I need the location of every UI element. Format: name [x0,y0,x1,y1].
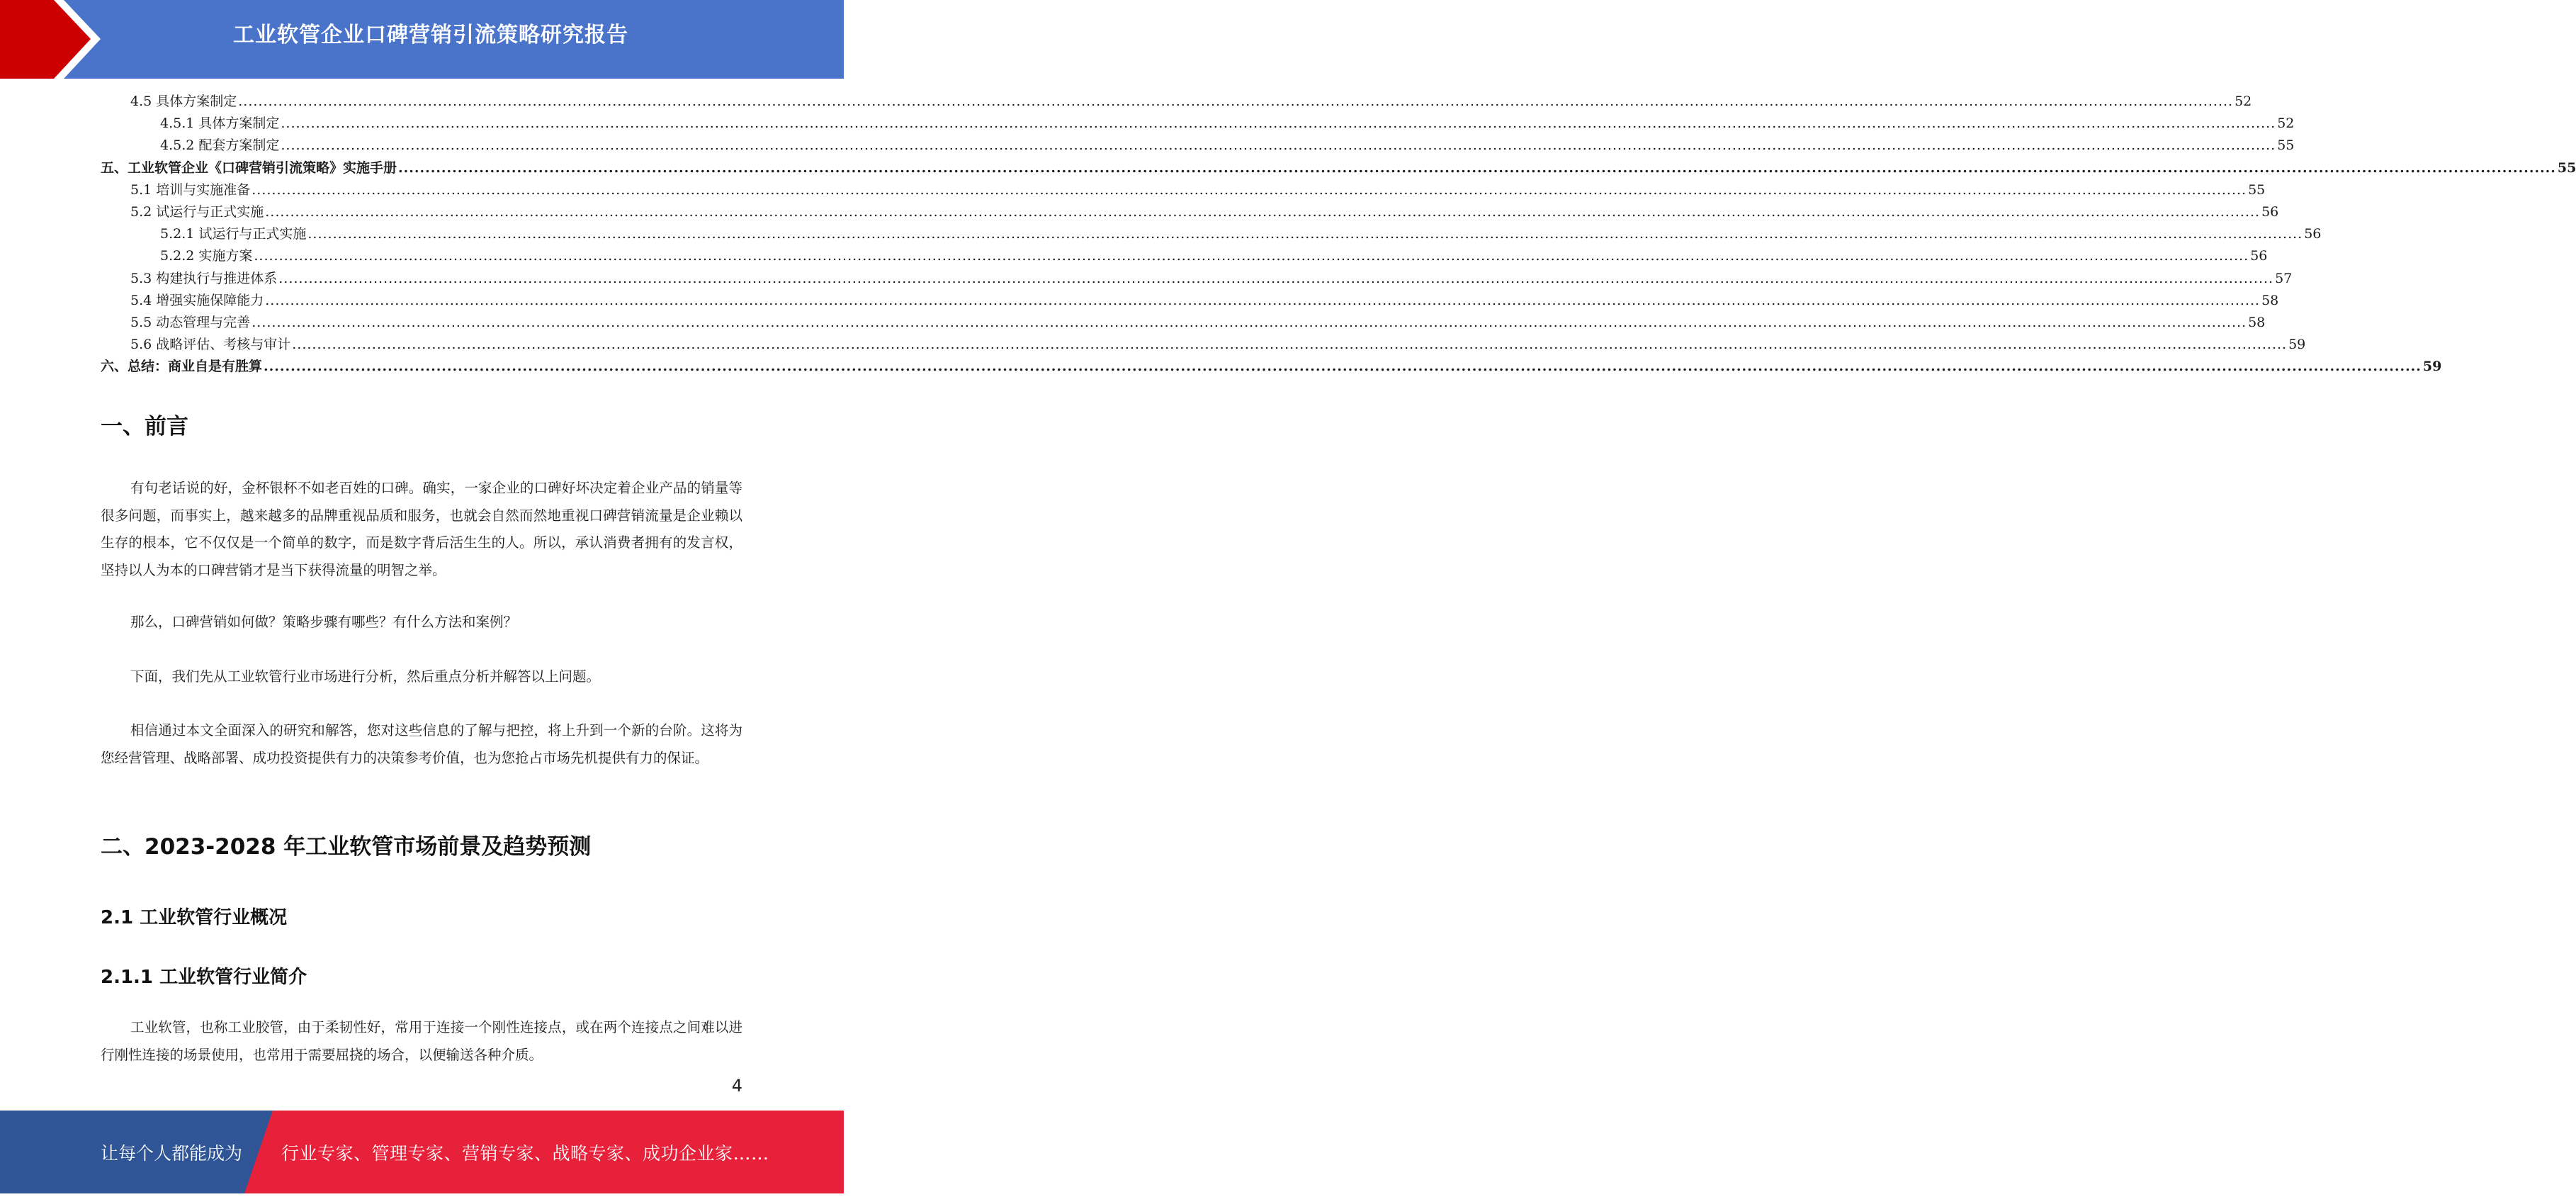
toc-entry-title: 5.6 战略评估、考核与审计 [130,337,291,353]
subsection-heading-industry-overview: 2.1 工业软管行业概况 [101,907,288,928]
toc-entry[interactable] [101,223,2322,245]
toc-dot-leader: ................................................................................................................................................................................................................................................................................................................................................................................................................ [238,94,2234,109]
toc-entry[interactable] [101,334,2306,356]
toc-entry[interactable] [101,157,2576,179]
toc-entry-page: 56 [2304,226,2322,242]
footer-slogan-left: 让每个人都能成为 [101,1143,243,1164]
toc-entry-title: 5.2.2 实施方案 [160,248,253,264]
table-of-contents [101,91,2576,378]
toc-entry-title: 5.5 动态管理与完善 [130,314,251,330]
toc-entry[interactable] [101,290,2279,312]
page-number: 4 [731,1076,742,1096]
toc-entry[interactable] [101,312,2266,334]
toc-entry-page: 55 [2248,181,2266,198]
toc-entry-title: 5.4 增强实施保障能力 [130,292,264,308]
toc-entry-title: 5.2.1 试运行与正式实施 [160,226,307,242]
report-title: 工业软管企业口碑营销引流策略研究报告 [233,23,628,47]
toc-entry[interactable] [101,91,2252,113]
toc-entry[interactable] [101,356,2442,378]
toc-entry-title: 4.5.2 配套方案制定 [160,137,280,154]
toc-dot-leader: ................................................................................................................................................................................................................................................................................................................................................................................................................ [281,137,2276,154]
toc-dot-leader: ................................................................................................................................................................................................................................................................................................................................................................................................................ [265,292,2261,308]
toc-dot-leader: ................................................................................................................................................................................................................................................................................................................................................................................................................ [307,226,2303,242]
footer-slogan-right: 行业专家、管理专家、营销专家、战略专家、成功企业家…… [281,1143,769,1164]
toc-dot-leader: ................................................................................................................................................................................................................................................................................................................................................................................................................ [265,203,2261,220]
toc-dot-leader: ................................................................................................................................................................................................................................................................................................................................................................................................................ [398,159,2556,176]
section-heading-market-outlook: 二、2023-2028 年工业软管市场前景及趋势预测 [101,834,592,860]
paragraph-5: 工业软管，也称工业胶管，由于柔韧性好，常用于连接一个刚性连接点，或在两个连接点之间难以进行刚性连接的场景使用，也常用于需要屈挠的场合，以便输送各种介质。 [101,1019,742,1063]
toc-entry-title: 五、工业软管企业《口碑营销引流策略》实施手册 [101,159,397,176]
toc-entry-page: 58 [2248,314,2266,330]
toc-entry[interactable] [101,245,2268,267]
toc-entry-page: 55 [2557,159,2576,176]
toc-entry[interactable] [101,179,2266,201]
toc-dot-leader: ................................................................................................................................................................................................................................................................................................................................................................................................................ [252,181,2247,198]
toc-dot-leader: ................................................................................................................................................................................................................................................................................................................................................................................................................ [254,248,2249,264]
toc-entry-title: 5.3 构建执行与推进体系 [130,270,278,286]
toc-dot-leader: ................................................................................................................................................................................................................................................................................................................................................................................................................ [292,337,2288,353]
paragraph-4: 相信通过本文全面深入的研究和解答，您对这些信息的了解与把控，将上升到一个新的台阶。这将为您经营管理、战略部署、成功投资提供有力的决策参考价值，也为您抢占市场先机提供有力的保证。 [101,722,742,766]
subsection-heading-industry-intro: 2.1.1 工业软管行业简介 [101,967,307,988]
page-footer [0,1111,844,1193]
paragraph-3: 下面，我们先从工业软管行业市场进行分析，然后重点分析并解答以上问题。 [130,668,601,685]
toc-entry-page: 56 [2261,203,2279,220]
toc-entry-title: 六、总结：商业自是有胜算 [101,359,263,375]
toc-dot-leader: ................................................................................................................................................................................................................................................................................................................................................................................................................ [252,314,2247,330]
toc-entry[interactable] [101,113,2295,135]
toc-entry-page: 59 [2288,337,2306,353]
toc-dot-leader: ................................................................................................................................................................................................................................................................................................................................................................................................................ [281,116,2276,132]
toc-entry-page: 56 [2250,248,2268,264]
toc-dot-leader: ................................................................................................................................................................................................................................................................................................................................................................................................................ [264,359,2422,375]
toc-dot-leader: ................................................................................................................................................................................................................................................................................................................................................................................................................ [278,270,2274,286]
page-header [0,0,844,79]
paragraph-1: 有句老话说的好，金杯银杯不如老百姓的口碑。确实，一家企业的口碑好坏决定着企业产品的销量等很多问题，而事实上，越来越多的品牌重视品质和服务，也就会自然而然地重视口碑营销流量是企业赖以生存的根本，它不仅仅是一个简单的数字，而是数字背后活生生的人。所以，承认消费者拥有的发言权，坚持以人为本的口碑营销才是当下获得流量的明智之举。 [101,480,742,578]
toc-entry-page: 57 [2275,270,2293,286]
toc-entry-page: 52 [2277,116,2295,132]
section-heading-preface: 一、前言 [101,414,188,439]
toc-entry-title: 4.5 具体方案制定 [130,94,237,109]
toc-entry-page: 55 [2277,137,2295,154]
toc-entry-page: 58 [2261,292,2279,308]
toc-entry-page: 59 [2422,359,2442,375]
toc-entry-title: 5.2 试运行与正式实施 [130,203,264,220]
toc-entry-page: 52 [2235,94,2252,109]
toc-entry-title: 4.5.1 具体方案制定 [160,116,280,132]
toc-entry-title: 5.1 培训与实施准备 [130,181,251,198]
toc-entry[interactable] [101,268,2293,290]
paragraph-2: 那么，口碑营销如何做？策略步骤有哪些？有什么方法和案例？ [130,614,518,630]
toc-entry[interactable] [101,135,2295,157]
toc-entry[interactable] [101,201,2279,223]
